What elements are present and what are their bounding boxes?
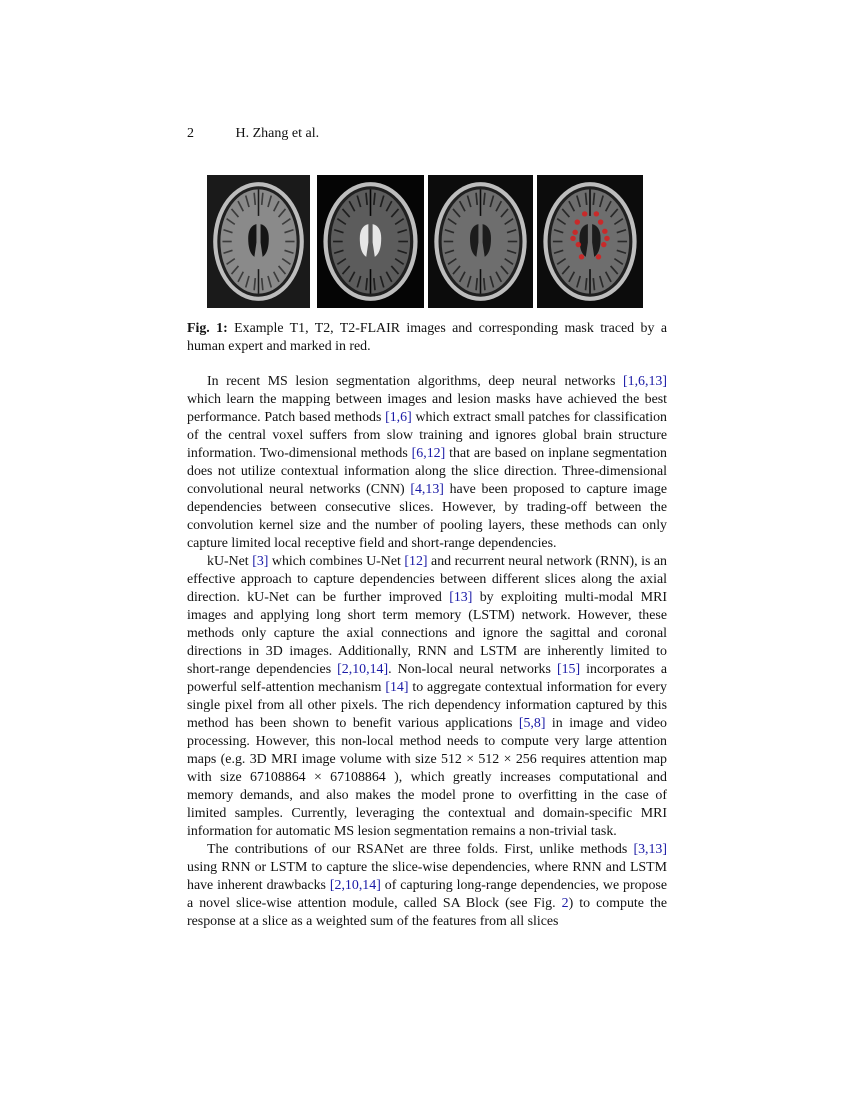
caption-label: Fig. 1: [187, 321, 228, 336]
citation-link[interactable]: [2,10,14] [337, 662, 389, 677]
paragraph [187, 373, 667, 553]
brain-slice-image [537, 175, 643, 308]
mri-panel-flair [428, 175, 533, 308]
paragraph-text: which extract small patches for classification of the central voxel suffers from slow training and ignores global brain structure information. Two-dimensional methods [187, 410, 667, 461]
paragraph-text: that are based on inplane segmentation does not utilize contextual information along the slice direction. Three-dimensional convolutional neural networks (CNN) [187, 446, 667, 497]
citation-link[interactable]: [4,13] [410, 482, 444, 497]
page-number: 2 [187, 126, 194, 141]
paragraph-text: have been proposed to capture image dependencies between consecutive slices. However, by trading-off between the convolution kernel size and the number of pooling layers, these methods can only capture limited local receptive field and short-range dependencies. [187, 482, 667, 551]
paragraph-text: and recurrent neural network (RNN), is an effective approach to capture dependencies between different slices along the axial direction. kU-Net can be further improved [187, 554, 667, 605]
paragraph-text: . Non-local neural networks [388, 662, 557, 677]
figure-caption [187, 320, 667, 356]
paragraph [187, 553, 667, 841]
mri-panel-t1 [207, 175, 310, 308]
citation-link[interactable]: 2 [561, 896, 569, 911]
paragraph-text: of capturing long-range dependencies, we propose a novel slice-wise attention module, called SA Block (see Fig. [187, 878, 668, 911]
mri-panel-mask [537, 175, 643, 308]
mri-panel-t2 [317, 175, 424, 308]
paragraph-text: incorporates a powerful self-attention mechanism [187, 662, 667, 695]
brain-slice-image [428, 175, 533, 308]
paragraph-text: using RNN or LSTM to capture the slice-wise dependencies, where RNN and LSTM have inherent drawbacks [187, 860, 667, 893]
paragraph-text: to aggregate contextual information for every single pixel from all other pixels. The rich dependency information captured by this method has been shown to benefit various applications [187, 680, 668, 731]
citation-link[interactable]: [1,6,13] [623, 374, 667, 389]
citation-link[interactable]: [2,10,14] [329, 878, 381, 893]
paragraph-text: In recent MS lesion segmentation algorithms, deep neural networks [207, 374, 624, 389]
citation-link[interactable]: [3] [252, 554, 269, 569]
paragraph-text: in image and video processing. However, this non-local method needs to compute very large attention maps (e.g. 3D MRI image volume with size 512 × 512 × 256 requires attention map with size 67108864 × 67108864 ), which greatly increases computational and memory demands, and also makes the model prone to overfitting in the case of limited samples. Currently, leveraging the contextual and domain-specific MRI information for automatic MS lesion segmentation remains a non-trivial task. [187, 716, 667, 839]
paragraph-text: ) to compute the response at a slice as a weighted sum of the features from all slices [187, 896, 667, 929]
paragraph-text: kU-Net [207, 554, 253, 569]
brain-slice-image [317, 175, 424, 308]
citation-link[interactable]: [13] [449, 590, 473, 605]
citation-link[interactable]: [3,13] [633, 842, 667, 857]
page-header [187, 126, 319, 142]
caption-text: Example T1, T2, T2-FLAIR images and corresponding mask traced by a human expert and marked in red. [187, 321, 667, 354]
citation-link[interactable]: [15] [556, 662, 581, 677]
citation-link[interactable]: [6,12] [411, 446, 446, 461]
citation-link[interactable]: [12] [404, 554, 428, 569]
paragraph-text: which learn the mapping between images and lesion masks have achieved the best performance. Patch based methods [187, 392, 667, 425]
figure-1 [207, 175, 643, 308]
paragraph-text: The contributions of our RSANet are three folds. First, unlike methods [207, 842, 634, 857]
paragraph-text: by exploiting multi-modal MRI images and applying long short term memory (LSTM) network. However, these methods only capture the axial connections and ignore the sagittal and coronal directions in 3D images. Additionally, RNN and LSTM are inherently limited to short-range dependencies [187, 590, 667, 677]
brain-slice-image [207, 175, 310, 308]
citation-link[interactable]: [14] [385, 680, 409, 695]
running-authors: H. Zhang et al. [235, 126, 320, 141]
body-text [187, 373, 667, 931]
citation-link[interactable]: [5,8] [518, 716, 546, 731]
citation-link[interactable]: [1,6] [385, 410, 412, 425]
paragraph-text: which combines U-Net [268, 554, 405, 569]
paragraph [187, 841, 667, 931]
